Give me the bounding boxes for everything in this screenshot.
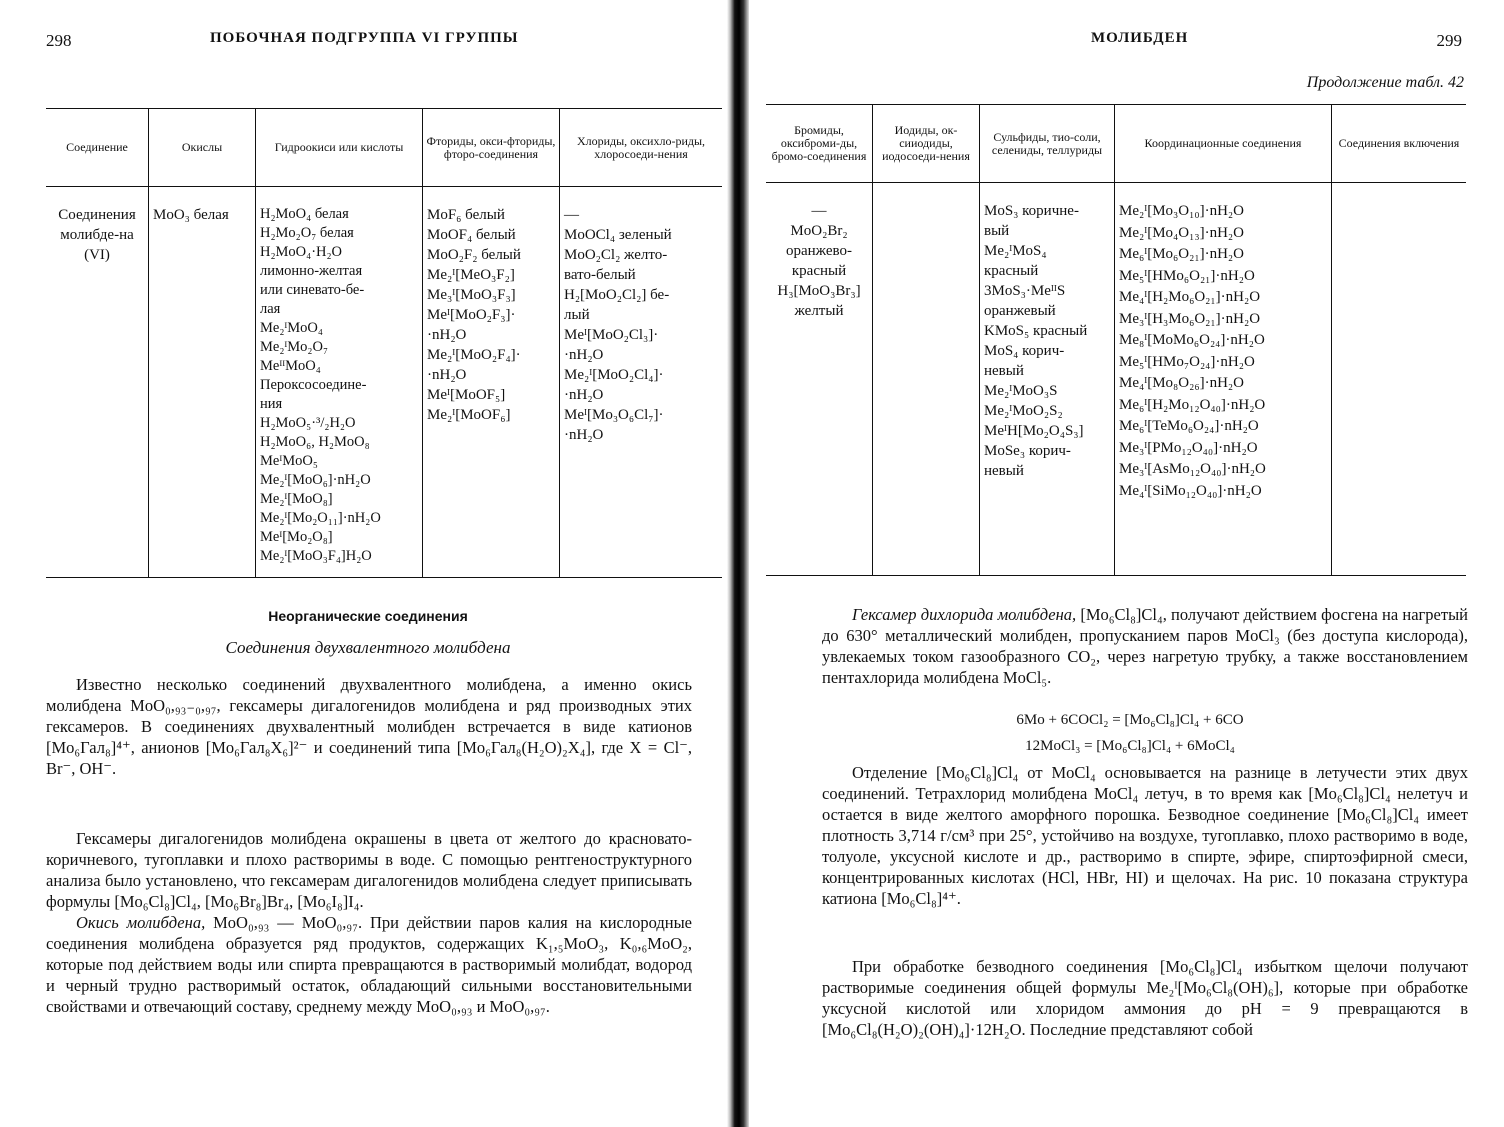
- paragraph-text: [Mo₆Cl₈]Cl₄, получают действием фосгена на нагретый до 630° металлический молибден, пропусканием паров MoCl₃ (без доступа кислорода), увлекаемых током газообразного CO₂, через нагретую трубку, а также восстановлением пентахлорида молибдена MoCl₅.: [822, 605, 1468, 687]
- paragraph: [822, 604, 1468, 688]
- table-header-compound: Соединение: [46, 109, 149, 187]
- paragraph: При обработке безводного соединения [Mo₆Cl₈]Cl₄ избытком щелочи получают растворимые соединения общей формулы Me₂ᴵ[Mo₆Cl₈(OH)₆], которые при обработке уксусной кислотой или хлоридом аммония до pH = 9 превращаются в [Mo₆Cl₈(H₂O)₂(OH)₄]·12H₂O. Последние представляют собой: [822, 957, 1468, 1039]
- equation: 12MoCl₃ = [Mo₆Cl₈]Cl₄ + 6MoCl₄: [1025, 738, 1235, 754]
- table-header-chlorides: Хлориды, оксихло-риды, хлоросоеди-нения: [560, 109, 723, 187]
- paragraph-text: MoO₀,₉₃ — MoO₀,₉₇. При действии паров калия на кислородные соединения молибдена образуется ряд продуктов, содержащих K₁,₅MoO₃, K₀,₆MoO₂, которые под действием воды или спирта превращаются в растворимый молибдат, водород и черный трудно растворимый остаток, обладающий сильными восстановительными свойствами и отвечающий составу, среднему между MoO₀,₉₃ и MoO₀,₉₇.: [46, 913, 692, 1016]
- table-cell-oxides: MoO₃ белая: [149, 187, 256, 578]
- table-header-sulfides: Сульфиды, тио-соли, селениды, теллуриды: [980, 105, 1115, 183]
- table-cell-sulfides: MoS₃ коричне- вый Me₂ᴵMoS₄ красный 3MoS₃·MeᴵᴵS оранжевый KMoS₅ красный MoS₄ корич- невый Me₂ᴵMoO₃S Me₂ᴵMoO₂S₂ MeᴵH[Mo₂O₄S₃] MoSe₃ корич- невый: [980, 183, 1115, 576]
- paragraph: Известно несколько соединений двухвалентного молибдена, а именно окись молибдена MoO₀,₉₃₋₀,₉₇, гексамеры дигалогенидов молибдена и ряд производных этих гексамеров. В соединениях двухвалентный молибден встречается в виде катионов [Mo₆Гал₈]⁴⁺, анионов [Mo₆Гал₈X₆]²⁻ и соединений типа [Mo₆Гал₈(H₂O)₂X₄], где X = Cl⁻, Br⁻, OH⁻.: [46, 675, 692, 778]
- table-cell-inclusion: [1332, 183, 1467, 576]
- paragraph-lead: Окись молибдена,: [76, 913, 206, 932]
- table-cell-iodides: [873, 183, 980, 576]
- paragraph-lead: Гексамер дихлорида молибдена,: [852, 605, 1077, 624]
- table-header-iodides: Иодиды, ок-сииодиды, иодосоеди-нения: [873, 105, 980, 183]
- table-header-bromides: Бромиды, оксиброми-ды, бромо-соединения: [766, 105, 873, 183]
- table-header-hydroxides: Гидроокиси или кислоты: [256, 109, 423, 187]
- table-cell-compound: Соединения молибде-на (VI): [46, 187, 149, 578]
- paragraph: Отделение [Mo₆Cl₈]Cl₄ от MoCl₄ основывается на разнице в летучести этих двух соединений. Тетрахлорид молибдена MoCl₄ летуч, в то время как [Mo₆Cl₈]Cl₄ нелетуч и остается в виде желтого аморфного порошка. Безводное соединение [Mo₆Cl₈]Cl₄ имеет плотность 3,714 г/см³ при 25°, устойчиво на воздухе, тугоплавко, плохо растворимо в воде, толуоле, уксусной кислоте и др., растворимо в спирте, эфире, спиртоэфирной смеси, концентрированных кислотах (HCl, HBr, HI) и щелочах. На рис. 10 показана структура катиона [Mo₆Cl₈]⁴⁺.: [822, 763, 1468, 908]
- table-header-fluorides: Фториды, окси-фториды, фторо-соединения: [423, 109, 560, 187]
- book-spine: [727, 0, 749, 1127]
- table-header-oxides: Окислы: [149, 109, 256, 187]
- paragraph: Гексамеры дигалогенидов молибдена окрашены в цвета от желтого до красновато-коричневого, тугоплавки и плохо растворимы в воде. С помощью рентгеноструктурного анализа было установлено, что гексамерам дигалогенидов молибдена следует приписывать формулы [Mo₆Cl₈]Cl₄, [Mo₆Br₈]Br₄, [Mo₆I₈]I₄.: [46, 829, 692, 911]
- table-row: [46, 187, 722, 578]
- table-header-coordination: Координационные соединения: [1115, 105, 1332, 183]
- table-header-inclusion: Соединения включения: [1332, 105, 1467, 183]
- left-page: [0, 0, 736, 1127]
- section-title: Неорганические соединения: [268, 608, 468, 624]
- paragraph: [46, 912, 692, 1017]
- running-header-left: ПОБОЧНАЯ ПОДГРУППА VI ГРУППЫ: [210, 30, 519, 46]
- right-page: [756, 0, 1504, 1127]
- table-right: [766, 104, 1466, 576]
- running-header-right: МОЛИБДЕН: [1091, 30, 1189, 46]
- table-continuation-label: Продолжение табл. 42: [1306, 74, 1464, 91]
- table-left: [46, 108, 722, 578]
- page-number-left: 298: [46, 31, 72, 50]
- table-cell-hydroxides: H₂MoO₄ белая H₂Mo₂O₇ белая H₂MoO₄·H₂O лимонно-желтая или синевато-бе- лая Me₂ᴵMoO₄ Me₂ᴵMo₂O₇ MeᴵᴵMoO₄ Пероксосоедине- ния H₂MoO₅·³/₂H₂O H₂MoO₆, H₂MoO₈ MeᴵMoO₅ Me₂ᴵ[MoO₆]·nH₂O Me₂ᴵ[MoO₈] Me₂ᴵ[Mo₂O₁₁]·nH₂O Meᴵ[Mo₂O₈] Me₂ᴵ[MoO₃F₄]H₂O: [256, 187, 423, 578]
- table-cell-fluorides: MoF₆ белый MoOF₄ белый MoO₂F₂ белый Me₂ᴵ[MeO₃F₂] Me₃ᴵ[MoO₃F₃] Meᴵ[MoO₂F₃]· ·nH₂O Me₂ᴵ[MoO₂F₄]· ·nH₂O Meᴵ[MoOF₅] Me₂ᴵ[MoOF₆]: [423, 187, 560, 578]
- table-row: [766, 183, 1466, 576]
- subsection-title: Соединения двухвалентного молибдена: [225, 638, 511, 657]
- table-cell-chlorides: — MoOCl₄ зеленый MoO₂Cl₂ желто- вато-белый H₂[MoO₂Cl₂] бе- лый Meᴵ[MoO₂Cl₃]· ·nH₂O Me₂ᴵ[MoO₂Cl₄]· ·nH₂O Meᴵ[Mo₃O₆Cl₇]· ·nH₂O: [560, 187, 723, 578]
- table-cell-bromides: — MoO₂Br₂ оранжево- красный H₃[MoO₃Br₃] желтый: [766, 183, 873, 576]
- page-number-right: 299: [1436, 31, 1462, 50]
- table-cell-coordination: Me₂ᴵ[Mo₃O₁₀]·nH₂O Me₂ᴵ[Mo₄O₁₃]·nH₂O Me₆ᴵ[Mo₆O₂₁]·nH₂O Me₅ᴵ[HMo₆O₂₁]·nH₂O Me₄ᴵ[H₂Mo₆O₂₁]·nH₂O Me₃ᴵ[H₃Mo₆O₂₁]·nH₂O Me₈ᴵ[MoMo₆O₂₄]·nH₂O Me₅ᴵ[HMo₇O₂₄]·nH₂O Me₄ᴵ[Mo₈O₂₆]·nH₂O Me₆ᴵ[H₂Mo₁₂O₄₀]·nH₂O Me₆ᴵ[TeMo₆O₂₄]·nH₂O Me₃ᴵ[PMo₁₂O₄₀]·nH₂O Me₃ᴵ[AsMo₁₂O₄₀]·nH₂O Me₄ᴵ[SiMo₁₂O₄₀]·nH₂O: [1115, 183, 1332, 576]
- equation: 6Mo + 6COCl₂ = [Mo₆Cl₈]Cl₄ + 6CO: [1016, 712, 1244, 728]
